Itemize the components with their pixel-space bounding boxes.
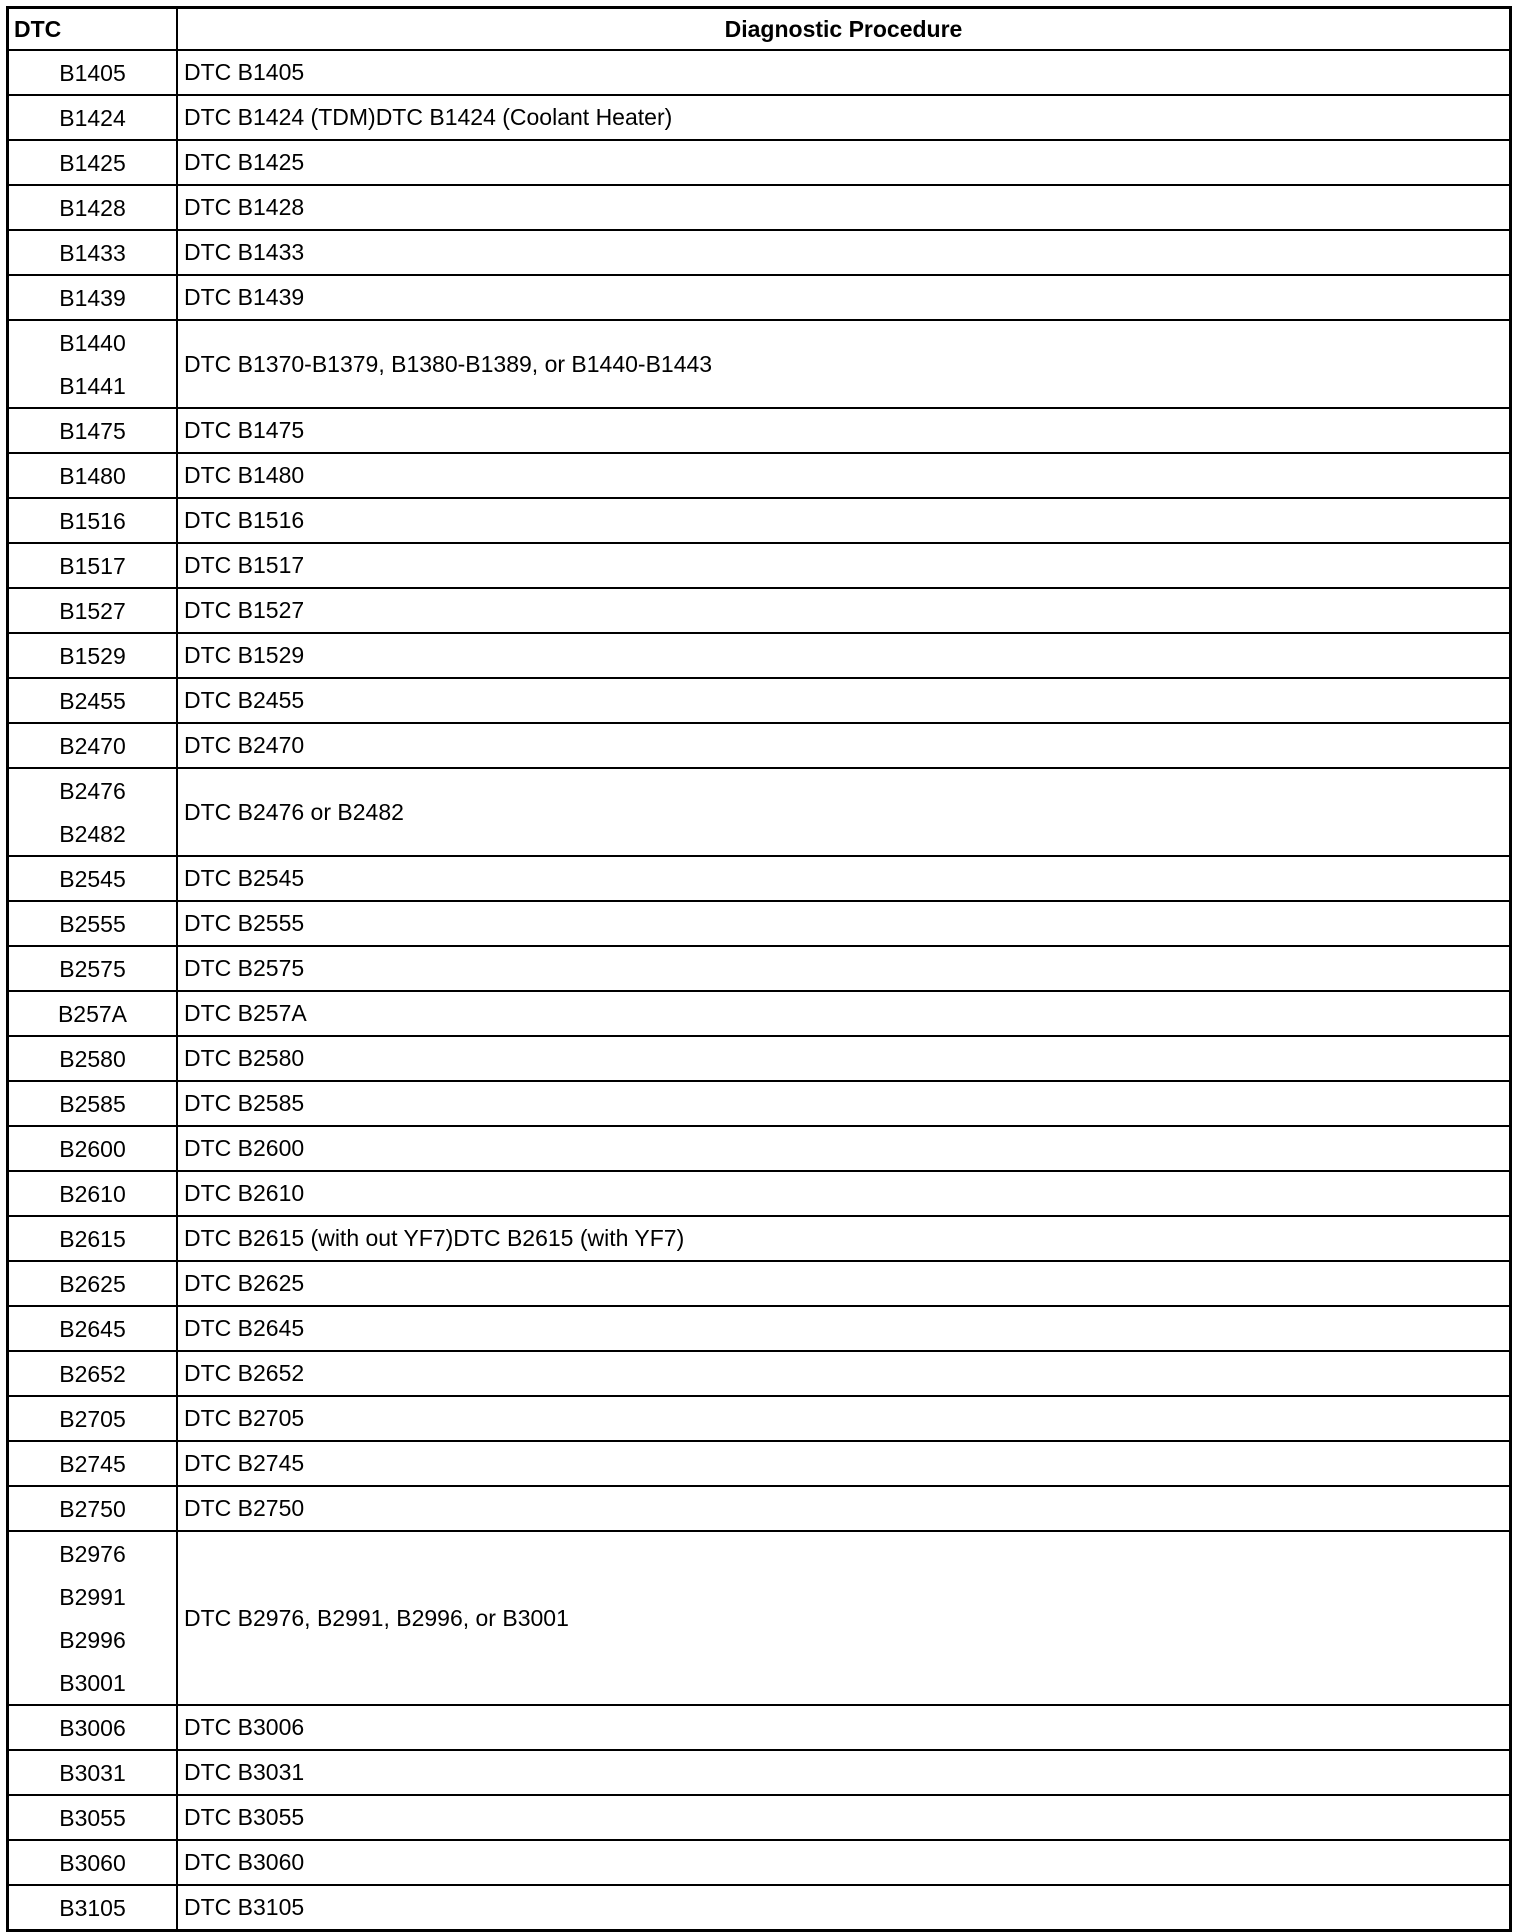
dtc-code: B2585	[59, 1091, 126, 1117]
table-row	[8, 588, 1511, 633]
dtc-code-cell	[8, 275, 178, 320]
procedure-link[interactable]: DTC B1405	[177, 50, 1511, 95]
procedure-link[interactable]: DTC B2615 (with out YF7)DTC B2615 (with YF7)	[177, 1216, 1511, 1261]
procedure-link[interactable]: DTC B2555	[177, 901, 1511, 946]
dtc-code-cell	[8, 140, 178, 185]
dtc-code-cell	[8, 1486, 178, 1531]
dtc-code-cell	[8, 1216, 178, 1261]
table-row	[8, 185, 1511, 230]
table-body	[8, 50, 1511, 1931]
table-row	[8, 1036, 1511, 1081]
dtc-code: B2610	[59, 1181, 126, 1207]
dtc-code-cell	[8, 1885, 178, 1931]
procedure-link[interactable]: DTC B2745	[177, 1441, 1511, 1486]
dtc-code: B1441	[59, 373, 126, 399]
table-row	[8, 1396, 1511, 1441]
dtc-code: B1527	[59, 598, 126, 624]
column-header-dtc: DTC	[8, 8, 178, 51]
table-row	[8, 453, 1511, 498]
dtc-code-cell	[8, 95, 178, 140]
table-row	[8, 230, 1511, 275]
dtc-code: B2575	[59, 956, 126, 982]
dtc-code-cell	[8, 901, 178, 946]
procedure-link[interactable]: DTC B2470	[177, 723, 1511, 768]
dtc-code: B2470	[59, 733, 126, 759]
table-row	[8, 991, 1511, 1036]
table-row	[8, 95, 1511, 140]
dtc-code: B2705	[59, 1406, 126, 1432]
table-row	[8, 1306, 1511, 1351]
procedure-link[interactable]: DTC B2545	[177, 856, 1511, 901]
dtc-code: B2652	[59, 1361, 126, 1387]
procedure-link[interactable]: DTC B1428	[177, 185, 1511, 230]
procedure-link[interactable]: DTC B2476 or B2482	[177, 768, 1511, 856]
procedure-link[interactable]: DTC B1424 (TDM)DTC B1424 (Coolant Heater)	[177, 95, 1511, 140]
dtc-code-cell	[8, 1036, 178, 1081]
table-row	[8, 1750, 1511, 1795]
table-row	[8, 1486, 1511, 1531]
table-row	[8, 1126, 1511, 1171]
procedure-link[interactable]: DTC B3060	[177, 1840, 1511, 1885]
table-row	[8, 1795, 1511, 1840]
procedure-link[interactable]: DTC B1425	[177, 140, 1511, 185]
dtc-code: B1425	[59, 150, 126, 176]
dtc-code-cell	[8, 543, 178, 588]
table-row	[8, 1885, 1511, 1931]
dtc-table	[6, 6, 1512, 1932]
procedure-link[interactable]: DTC B1516	[177, 498, 1511, 543]
procedure-link[interactable]: DTC B2575	[177, 946, 1511, 991]
procedure-link[interactable]: DTC B2455	[177, 678, 1511, 723]
table-row	[8, 723, 1511, 768]
dtc-code-cell	[8, 1351, 178, 1396]
dtc-code: B1475	[59, 418, 126, 444]
dtc-code-cell	[8, 1840, 178, 1885]
procedure-link[interactable]: DTC B2645	[177, 1306, 1511, 1351]
table-row	[8, 1261, 1511, 1306]
table-row	[8, 140, 1511, 185]
dtc-code-cell	[8, 1126, 178, 1171]
table-row	[8, 498, 1511, 543]
table-header	[8, 8, 1511, 51]
dtc-code: B2615	[59, 1226, 126, 1252]
table-row	[8, 543, 1511, 588]
dtc-code-cell	[8, 50, 178, 95]
procedure-link[interactable]: DTC B1517	[177, 543, 1511, 588]
procedure-link[interactable]: DTC B2580	[177, 1036, 1511, 1081]
dtc-code: B2455	[59, 688, 126, 714]
dtc-code-cell	[8, 1795, 178, 1840]
dtc-code: B1480	[59, 463, 126, 489]
table-row	[8, 50, 1511, 95]
dtc-code: B2976	[59, 1541, 126, 1567]
dtc-code: B1440	[59, 330, 126, 356]
dtc-code-cell	[8, 946, 178, 991]
procedure-link[interactable]: DTC B2750	[177, 1486, 1511, 1531]
dtc-code-cell	[8, 185, 178, 230]
dtc-code-cell	[8, 1441, 178, 1486]
dtc-code-cell	[8, 1396, 178, 1441]
dtc-code: B3031	[59, 1760, 126, 1786]
dtc-code-cell	[8, 768, 178, 856]
procedure-link[interactable]: DTC B2976, B2991, B2996, or B3001	[177, 1531, 1511, 1705]
dtc-code-cell	[8, 320, 178, 408]
dtc-code: B2580	[59, 1046, 126, 1072]
dtc-code: B2555	[59, 911, 126, 937]
procedure-link[interactable]: DTC B2705	[177, 1396, 1511, 1441]
dtc-code-cell	[8, 1705, 178, 1750]
dtc-code: B1517	[59, 553, 126, 579]
dtc-code: B2600	[59, 1136, 126, 1162]
dtc-code-cell	[8, 1261, 178, 1306]
dtc-code: B1439	[59, 285, 126, 311]
procedure-link[interactable]: DTC B3055	[177, 1795, 1511, 1840]
dtc-code: B2745	[59, 1451, 126, 1477]
procedure-link[interactable]: DTC B3105	[177, 1885, 1511, 1931]
dtc-code-cell	[8, 408, 178, 453]
dtc-code: B1516	[59, 508, 126, 534]
dtc-code: B3001	[59, 1670, 126, 1696]
procedure-link[interactable]: DTC B2652	[177, 1351, 1511, 1396]
dtc-code-cell	[8, 498, 178, 543]
dtc-code: B2545	[59, 866, 126, 892]
dtc-code: B1405	[59, 60, 126, 86]
table-row	[8, 1705, 1511, 1750]
procedure-link[interactable]: DTC B1475	[177, 408, 1511, 453]
dtc-code-cell	[8, 453, 178, 498]
table-row	[8, 856, 1511, 901]
procedure-link[interactable]: DTC B1527	[177, 588, 1511, 633]
dtc-code-cell	[8, 230, 178, 275]
dtc-code: B1428	[59, 195, 126, 221]
procedure-link[interactable]: DTC B3006	[177, 1705, 1511, 1750]
dtc-code: B2750	[59, 1496, 126, 1522]
table-row	[8, 1441, 1511, 1486]
dtc-code: B3006	[59, 1715, 126, 1741]
table-row	[8, 946, 1511, 991]
procedure-link[interactable]: DTC B1529	[177, 633, 1511, 678]
dtc-code-cell	[8, 723, 178, 768]
table-row	[8, 678, 1511, 723]
table-row	[8, 901, 1511, 946]
procedure-link[interactable]: DTC B2625	[177, 1261, 1511, 1306]
table-row	[8, 633, 1511, 678]
dtc-code: B2996	[59, 1627, 126, 1653]
dtc-code: B3060	[59, 1850, 126, 1876]
table-row	[8, 408, 1511, 453]
table-row	[8, 1351, 1511, 1396]
table-row	[8, 1171, 1511, 1216]
dtc-code: B257A	[57, 1001, 128, 1027]
dtc-code-cell	[8, 633, 178, 678]
table-row	[8, 768, 1511, 856]
procedure-link[interactable]: DTC B2585	[177, 1081, 1511, 1126]
header-row	[8, 8, 1511, 51]
dtc-code-cell	[8, 588, 178, 633]
table-row	[8, 1081, 1511, 1126]
dtc-code-cell	[8, 1531, 178, 1705]
dtc-code: B2476	[59, 778, 126, 804]
dtc-code: B1424	[59, 105, 126, 131]
dtc-code: B2645	[59, 1316, 126, 1342]
table-row	[8, 1840, 1511, 1885]
dtc-code-cell	[8, 1081, 178, 1126]
column-header-procedure: Diagnostic Procedure	[177, 8, 1511, 51]
procedure-link[interactable]: DTC B3031	[177, 1750, 1511, 1795]
dtc-code: B2991	[59, 1584, 126, 1610]
procedure-link[interactable]: DTC B1433	[177, 230, 1511, 275]
dtc-code-cell	[8, 856, 178, 901]
dtc-code-cell	[8, 1171, 178, 1216]
dtc-code: B3055	[59, 1805, 126, 1831]
table-row	[8, 320, 1511, 408]
dtc-code: B3105	[59, 1895, 126, 1921]
table-row	[8, 1216, 1511, 1261]
procedure-link[interactable]: DTC B2610	[177, 1171, 1511, 1216]
procedure-link[interactable]: DTC B257A	[177, 991, 1511, 1036]
table-row	[8, 1531, 1511, 1705]
procedure-link[interactable]: DTC B1370-B1379, B1380-B1389, or B1440-B1443	[177, 320, 1511, 408]
table-row	[8, 275, 1511, 320]
dtc-code: B2625	[59, 1271, 126, 1297]
dtc-code-cell	[8, 1306, 178, 1351]
procedure-link[interactable]: DTC B1480	[177, 453, 1511, 498]
dtc-code-cell	[8, 1750, 178, 1795]
procedure-link[interactable]: DTC B2600	[177, 1126, 1511, 1171]
dtc-code: B1433	[59, 240, 126, 266]
procedure-link[interactable]: DTC B1439	[177, 275, 1511, 320]
dtc-code: B1529	[59, 643, 126, 669]
dtc-code: B2482	[59, 821, 126, 847]
dtc-code-cell	[8, 678, 178, 723]
dtc-code-cell	[8, 991, 178, 1036]
